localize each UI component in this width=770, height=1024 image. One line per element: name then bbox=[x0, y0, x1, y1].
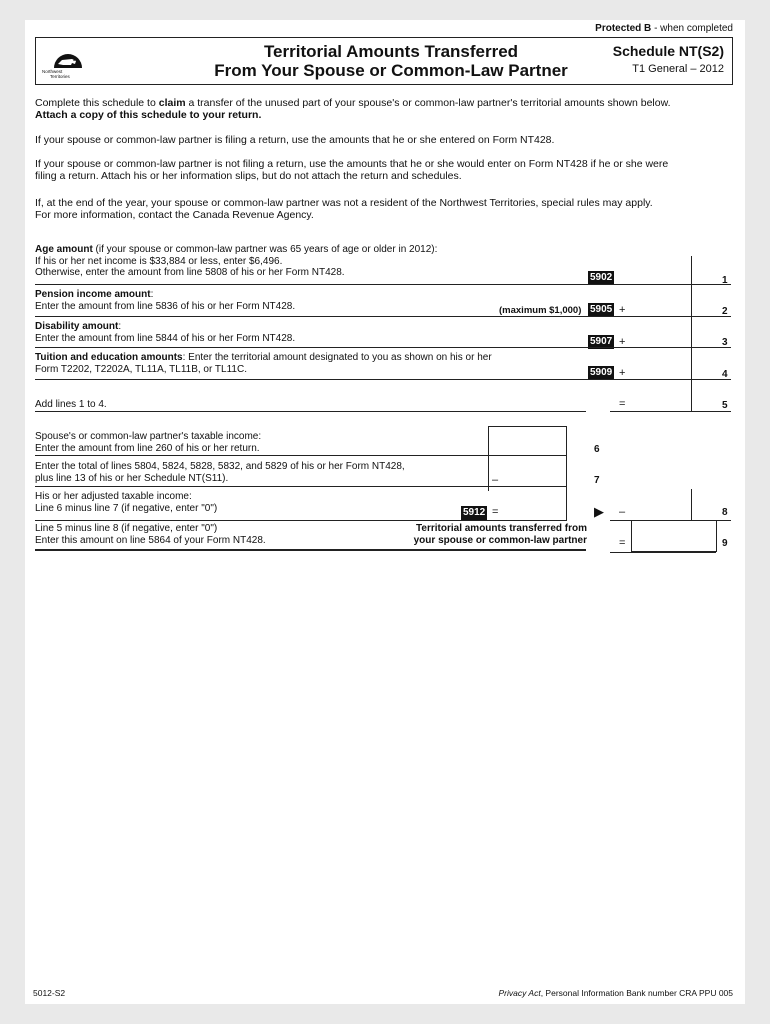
line-3-colon: : bbox=[118, 321, 122, 332]
line-7-amount-field[interactable] bbox=[501, 456, 566, 486]
mid-column-right-border bbox=[566, 426, 567, 521]
line-8-minus: – bbox=[619, 506, 626, 518]
line-9-line1: Line 5 minus line 8 (if negative, enter "0") bbox=[35, 523, 218, 534]
line-2-number: 2 bbox=[722, 306, 728, 317]
line-5-equals: = bbox=[619, 398, 626, 410]
line-code-5909: 5909 bbox=[590, 367, 613, 378]
line-1-bold: Age amount bbox=[35, 244, 93, 255]
intro-paragraph-2: If your spouse or common-law partner is filing a return, use the amounts that he or she entered on Form NT428. bbox=[35, 134, 555, 146]
line-code-5902: 5902 bbox=[590, 272, 613, 283]
form-page bbox=[25, 20, 745, 1004]
line-4-rest: : Enter the territorial amount designated to you as shown on his or her bbox=[182, 352, 492, 363]
form-title-line1: Territorial Amounts Transferred bbox=[263, 42, 519, 61]
line-7-line2: plus line 13 of his or her Schedule NT(S11). bbox=[35, 472, 229, 484]
line-4-plus: + bbox=[619, 367, 626, 379]
line-4-amount-field[interactable] bbox=[631, 351, 691, 379]
schedule-name: Schedule NT(S2) bbox=[612, 43, 724, 59]
line-4-rule bbox=[35, 379, 731, 380]
privacy-act: Privacy Act bbox=[498, 988, 541, 998]
line-8-equals: = bbox=[492, 506, 499, 518]
privacy-notice bbox=[499, 988, 734, 998]
line-5-rule-left bbox=[35, 411, 586, 412]
line-1-text bbox=[35, 244, 437, 279]
line-6-line1: Spouse's or common-law partner's taxable income: bbox=[35, 431, 262, 442]
line-3-bold: Disability amount bbox=[35, 321, 119, 332]
intro-p4-line2: For more information, contact the Canada Revenue Agency. bbox=[35, 209, 314, 221]
intro-p1-bold: claim bbox=[158, 97, 186, 109]
line-9-rule-right bbox=[610, 552, 716, 553]
line-3-amount-field[interactable] bbox=[631, 320, 691, 347]
line-5-number: 5 bbox=[722, 400, 728, 411]
line-code-5907: 5907 bbox=[590, 336, 613, 347]
line-1-rest: (if your spouse or common-law partner was 65 years of age or older in 2012): bbox=[92, 244, 438, 255]
line-6-rule bbox=[35, 455, 566, 456]
line-2-maximum: (maximum $1,000) bbox=[499, 305, 582, 316]
line-1-line3: Otherwise, enter the amount from line 5808 of his or her Form NT428. bbox=[35, 267, 345, 278]
line-2-bold: Pension income amount bbox=[35, 289, 151, 300]
line-5-amount-field[interactable] bbox=[631, 383, 691, 411]
line-1-rule bbox=[35, 284, 731, 285]
intro-p3-line1: If your spouse or common-law partner is not filing a return, use the amounts that he or she would enter on Form NT428 if he or she were bbox=[35, 158, 669, 170]
logo-text-1: Northwest bbox=[42, 69, 63, 74]
line-9-number: 9 bbox=[722, 538, 728, 549]
line-9-rule-left bbox=[35, 549, 586, 551]
privacy-rest: , Personal Information Bank number CRA PPU 005 bbox=[540, 988, 733, 998]
logo-text-2: Territories bbox=[50, 74, 70, 79]
line-code-5912: 5912 bbox=[463, 507, 486, 518]
line-9-label bbox=[381, 523, 587, 546]
line-2-line2: Enter the amount from line 5836 of his or her Form NT428. bbox=[35, 300, 296, 312]
line-9-bold2: your spouse or common-law partner bbox=[413, 534, 587, 546]
line-6-text bbox=[35, 431, 261, 454]
t1-general-year: T1 General – 2012 bbox=[632, 63, 724, 75]
line-6-amount-field[interactable] bbox=[489, 427, 566, 455]
line-8-column-border bbox=[691, 489, 692, 520]
line-7-minus: – bbox=[492, 474, 499, 486]
line-9-result-field[interactable] bbox=[631, 520, 717, 552]
line-5-text: Add lines 1 to 4. bbox=[35, 399, 107, 410]
line-8-number: 8 bbox=[722, 507, 728, 518]
amount-column-border bbox=[691, 256, 692, 411]
intro-p1-a: Complete this schedule to bbox=[35, 97, 159, 109]
form-header bbox=[35, 37, 733, 85]
line-4-bold: Tuition and education amounts bbox=[35, 352, 183, 363]
line-8-subtract-field[interactable] bbox=[631, 490, 691, 520]
intro-p3-line2: filing a return. Attach his or her information slips, but do not attach the return and schedules. bbox=[35, 170, 462, 182]
polar-bear-logo-icon bbox=[42, 42, 92, 80]
intro-p4-line1: If, at the end of the year, your spouse or common-law partner was not a resident of the Northwest Territories, special rules may apply. bbox=[35, 197, 653, 209]
line-8-rule bbox=[35, 520, 566, 521]
line-9-bold1: Territorial amounts transferred from bbox=[416, 523, 587, 534]
line-3-rule bbox=[35, 347, 731, 348]
line-7-line1: Enter the total of lines 5804, 5824, 5828, 5832, and 5829 of his or her Form NT428, bbox=[35, 461, 405, 472]
line-7-text bbox=[35, 461, 405, 484]
line-6-number: 6 bbox=[594, 444, 600, 455]
line-3-line2: Enter the amount from line 5844 of his or her Form NT428. bbox=[35, 332, 296, 344]
line-7-rule bbox=[35, 486, 566, 487]
line-2-amount-field[interactable] bbox=[631, 288, 691, 316]
line-2-rule bbox=[35, 316, 731, 317]
line-1-number: 1 bbox=[722, 275, 728, 286]
protected-label bbox=[595, 23, 733, 34]
line-4-line2: Form T2202, T2202A, TL11A, TL11B, or TL11C. bbox=[35, 363, 247, 375]
intro-p1-b: a transfer of the unused part of your spouse's or common-law partner's territorial amounts shown below. bbox=[185, 97, 671, 109]
line-9-line2: Enter this amount on line 5864 of your Form NT428. bbox=[35, 534, 266, 546]
line-code-5905: 5905 bbox=[590, 304, 613, 315]
line-7-number: 7 bbox=[594, 475, 600, 486]
protected-suffix: - when completed bbox=[654, 23, 733, 34]
line-8-line1: His or her adjusted taxable income: bbox=[35, 491, 192, 502]
line-2-text bbox=[35, 289, 295, 312]
intro-paragraph-4 bbox=[35, 197, 731, 221]
line-5-rule-right bbox=[610, 411, 731, 412]
line-2-plus: + bbox=[619, 304, 626, 316]
protected-b: Protected B bbox=[595, 23, 652, 34]
line-9-text bbox=[35, 523, 266, 546]
intro-paragraph-3 bbox=[35, 158, 731, 182]
line-4-text bbox=[35, 352, 492, 375]
line-2-colon: : bbox=[150, 289, 154, 300]
line-8-text bbox=[35, 491, 217, 514]
arrow-right-icon: ▶ bbox=[594, 504, 604, 519]
line-8-amount-field[interactable] bbox=[501, 490, 566, 520]
line-1-line2: If his or her net income is $33,884 or less, enter $6,496. bbox=[35, 255, 283, 267]
form-title-line2: From Your Spouse or Common-Law Partner bbox=[214, 61, 568, 80]
line-3-plus: + bbox=[619, 336, 626, 348]
intro-p1-line2: Attach a copy of this schedule to your return. bbox=[35, 109, 262, 121]
line-1-amount-field[interactable] bbox=[621, 256, 691, 284]
line-9-equals: = bbox=[619, 537, 626, 549]
line-8-line2: Line 6 minus line 7 (if negative, enter "0") bbox=[35, 502, 218, 514]
line-3-number: 3 bbox=[722, 337, 728, 348]
intro-paragraph-1 bbox=[35, 97, 731, 121]
form-id: 5012-S2 bbox=[33, 988, 66, 998]
line-3-text bbox=[35, 321, 295, 344]
line-6-line2: Enter the amount from line 260 of his or her return. bbox=[35, 442, 260, 454]
line-4-number: 4 bbox=[722, 369, 728, 380]
